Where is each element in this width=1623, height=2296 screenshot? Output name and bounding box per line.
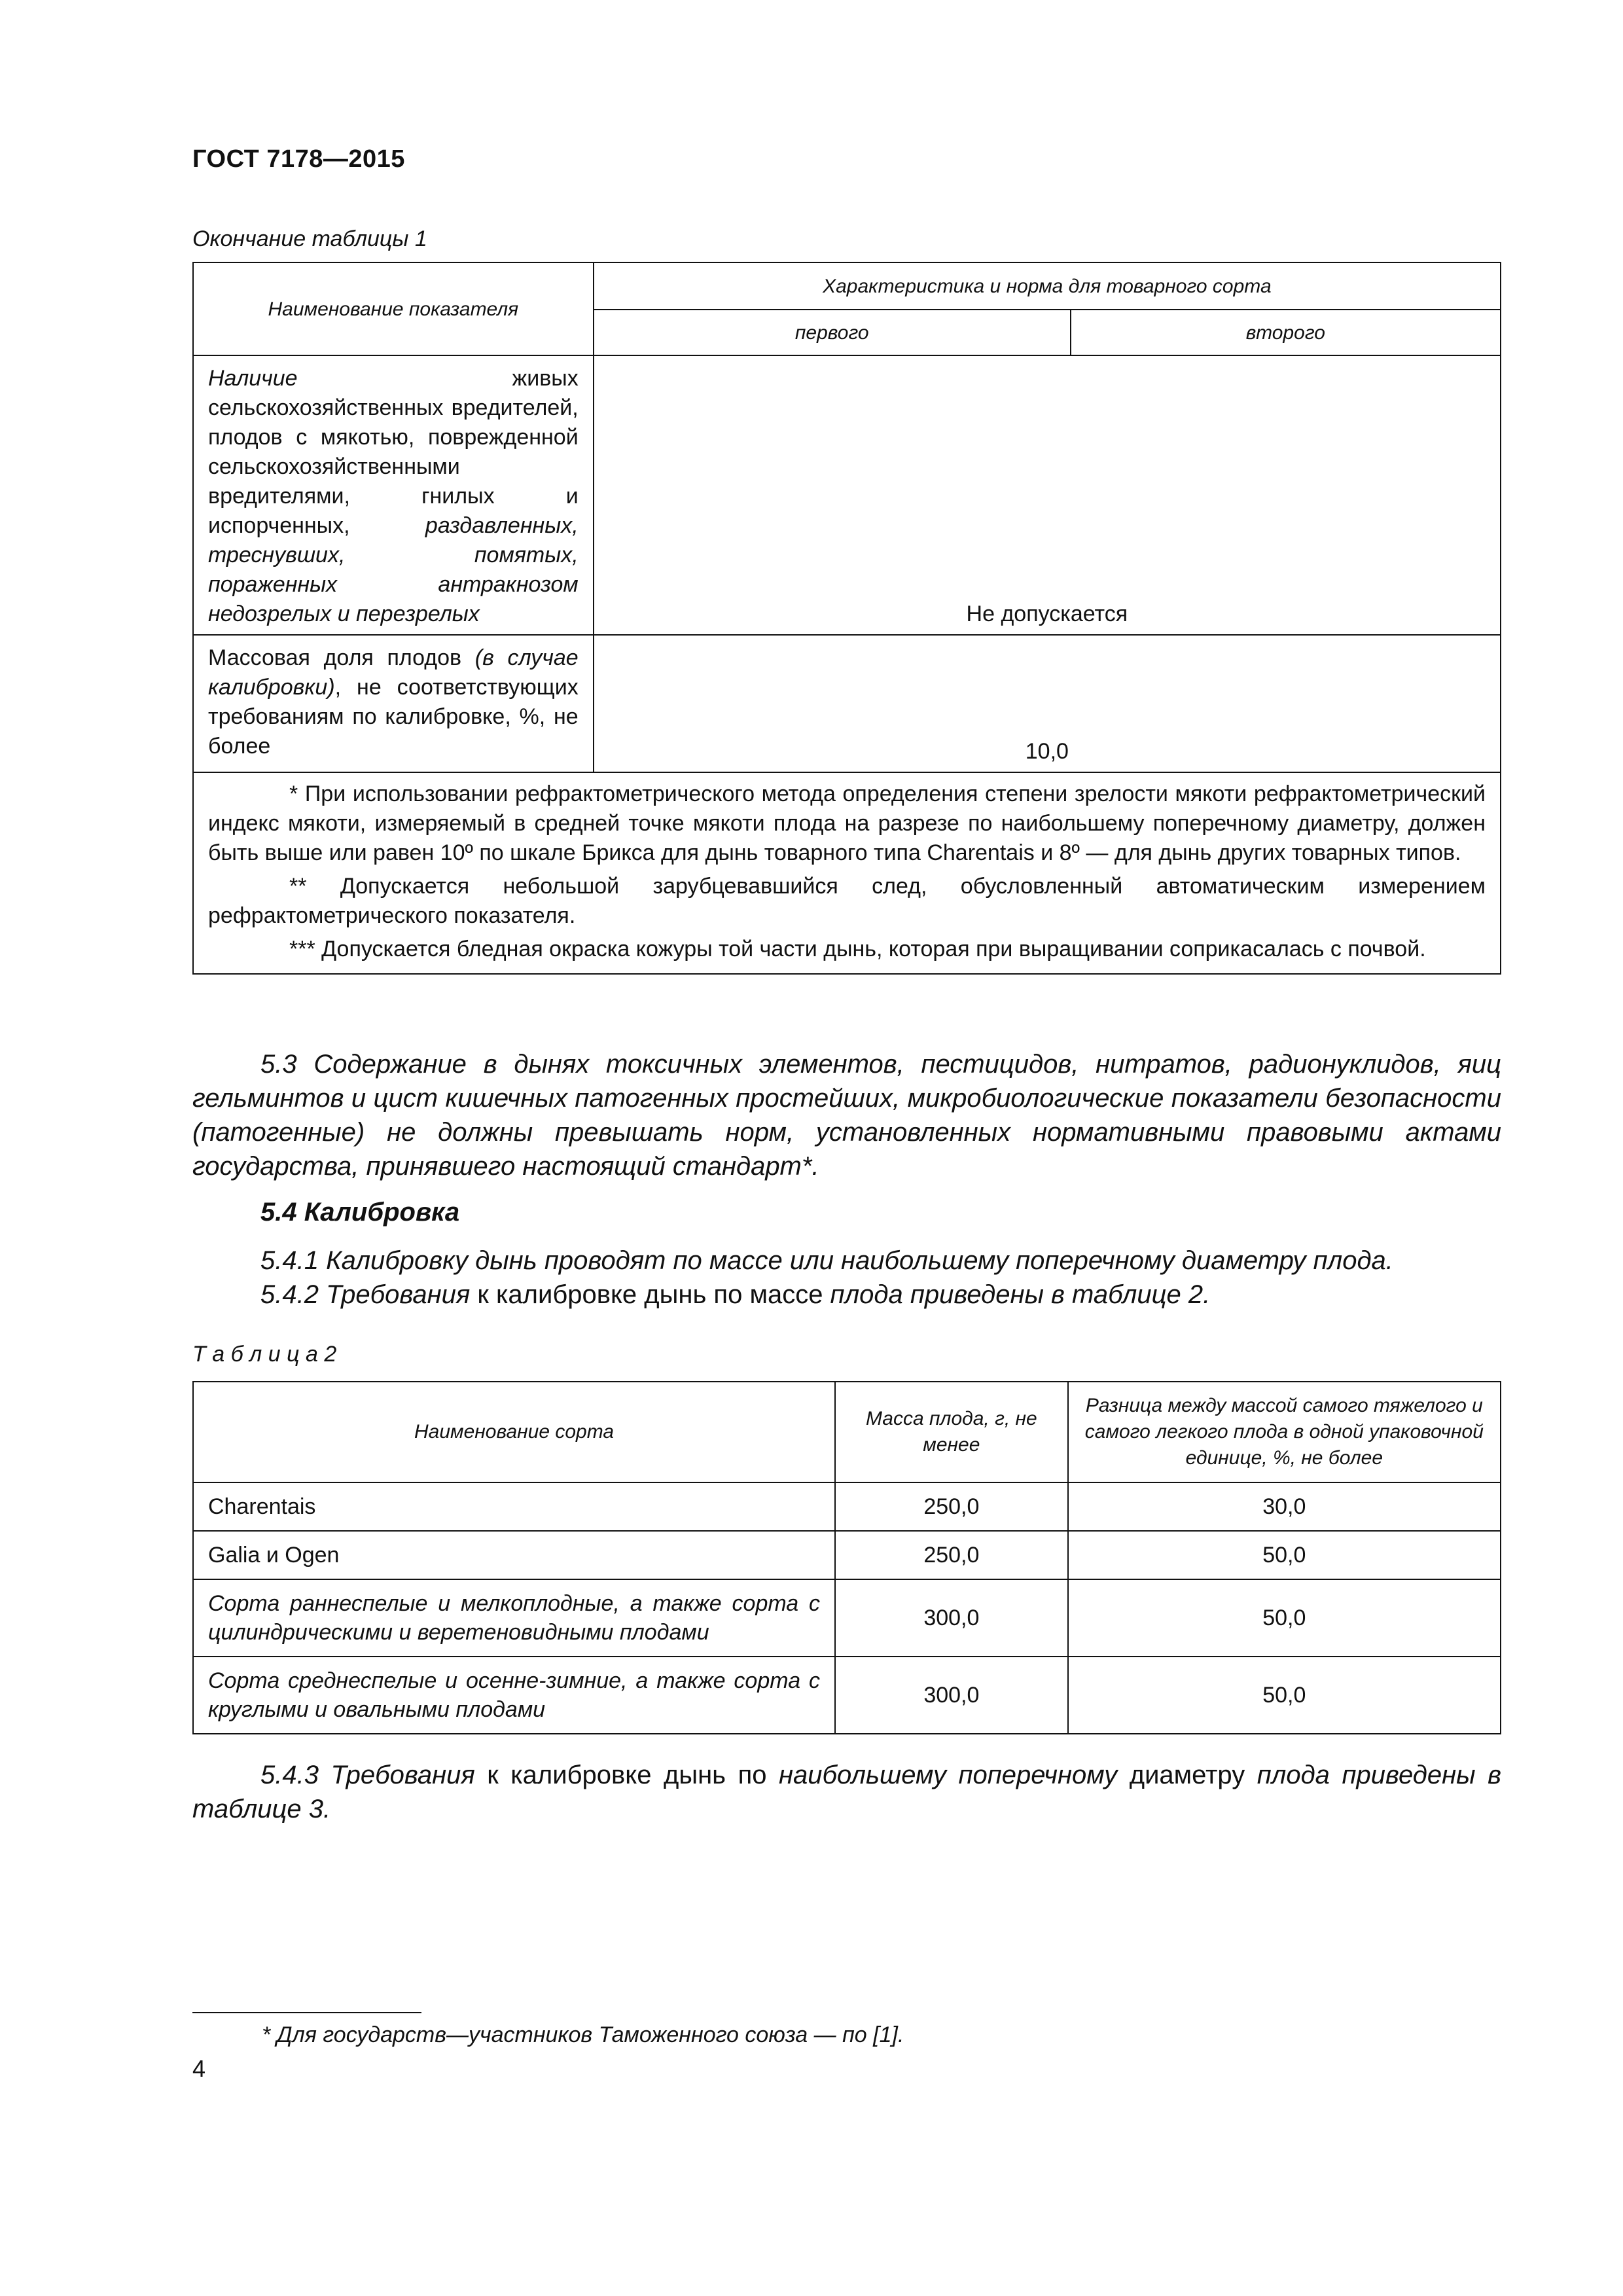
row-indicator-name: Наличие живых сельскохозяйственных вредителей, плодов с мякотью, поврежденной сельскохозяйственными вредителями, гнилых и испорченных, раздавленных, треснувших, помятых, пораженных антракнозом недозрелых и перезрелых xyxy=(193,355,594,635)
paragraph-5-3: 5.3 Содержание в дынях токсичных элементов, пестицидов, нитратов, радионуклидов, яиц гельминтов и цист кишечных патогенных простейших, микробиологические показатели безопасности (патогенные) не должны превышать норм, установленных нормативными правовыми актами государства, принявшего настоящий стандарт*. xyxy=(192,1050,1501,1181)
table-row xyxy=(193,355,1501,635)
table-notes xyxy=(193,772,1501,974)
note-2: ** Допускается небольшой зарубцевавшийся след, обусловленный автоматическим измерением рефрактометрического показателя. xyxy=(208,874,1486,928)
variety-name: Galia и Ogen xyxy=(193,1531,835,1579)
paragraph-5-4-2: 5.4.2 Требования к калибровке дынь по массе плода приведены в таблице 2. xyxy=(260,1280,1211,1309)
variety-name: Сорта раннеспелые и мелкоплодные, а также сорта с цилиндрическими и веретеновидными плодами xyxy=(193,1579,835,1657)
col-header-mass: Масса плода, г, не менее xyxy=(835,1382,1068,1482)
table-row xyxy=(193,1579,1501,1657)
table2-caption: Т а б л и ц а 2 xyxy=(192,1342,337,1367)
col-header-first: первого xyxy=(594,310,1071,355)
mass-value: 250,0 xyxy=(835,1482,1068,1531)
note-3: *** Допускается бледная окраска кожуры той части дынь, которая при выращивании соприкасалась с почвой. xyxy=(289,937,1426,961)
col-header-second: второго xyxy=(1071,310,1501,355)
col-header-difference: Разница между массой самого тяжелого и самого легкого плода в одной упаковочной единице, %, не более xyxy=(1068,1382,1501,1482)
document-header: ГОСТ 7178—2015 xyxy=(192,145,405,173)
paragraph-5-4-1: 5.4.1 Калибровку дынь проводят по массе или наибольшему поперечному диаметру плода. xyxy=(260,1246,1393,1275)
table-notes-row xyxy=(193,772,1501,974)
difference-value: 50,0 xyxy=(1068,1657,1501,1734)
footnote-separator xyxy=(192,2012,421,2013)
row-indicator-name: Массовая доля плодов (в случае калибровки), не соответствующих требованиям по калибровке, %, не более xyxy=(193,635,594,772)
difference-value: 30,0 xyxy=(1068,1482,1501,1531)
difference-value: 50,0 xyxy=(1068,1579,1501,1657)
row-value: 10,0 xyxy=(594,635,1501,772)
paragraph-5-4-3: 5.4.3 Требования к калибровке дынь по наибольшему поперечному диаметру плода приведены в таблице 3. xyxy=(192,1761,1501,1823)
page-number: 4 xyxy=(192,2055,206,2082)
variety-name: Сорта среднеспелые и осенне-зимние, а также сорта с круглыми и овальными плодами xyxy=(193,1657,835,1734)
table-row xyxy=(193,1531,1501,1579)
table-row xyxy=(193,1482,1501,1531)
table-1 xyxy=(192,262,1501,975)
col-header-variety: Наименование сорта xyxy=(193,1382,835,1482)
mass-value: 300,0 xyxy=(835,1579,1068,1657)
table-row xyxy=(193,635,1501,772)
mass-value: 250,0 xyxy=(835,1531,1068,1579)
difference-value: 50,0 xyxy=(1068,1531,1501,1579)
section-heading-5-4: 5.4 Калибровка xyxy=(260,1198,460,1227)
variety-name: Charentais xyxy=(193,1482,835,1531)
col-header-grade-group: Характеристика и норма для товарного сорта xyxy=(594,262,1501,310)
table1-caption: Окончание таблицы 1 xyxy=(192,226,427,251)
note-1: * При использовании рефрактометрического метода определения степени зрелости мякоти рефрактометрический индекс мякоти, измеряемый в средней точке мякоти плода на разрезе по наибольшему поперечному диаметру, должен быть выше или равен 10º по шкале Брикса для дынь товарного типа Charentais и 8º — для дынь других товарных типов. xyxy=(208,781,1486,865)
row-value: Не допускается xyxy=(594,355,1501,635)
footnote: * Для государств—участников Таможенного союза — по [1]. xyxy=(262,2022,904,2047)
col-header-indicator: Наименование показателя xyxy=(193,262,594,355)
table-row xyxy=(193,1657,1501,1734)
table-2 xyxy=(192,1381,1501,1734)
mass-value: 300,0 xyxy=(835,1657,1068,1734)
